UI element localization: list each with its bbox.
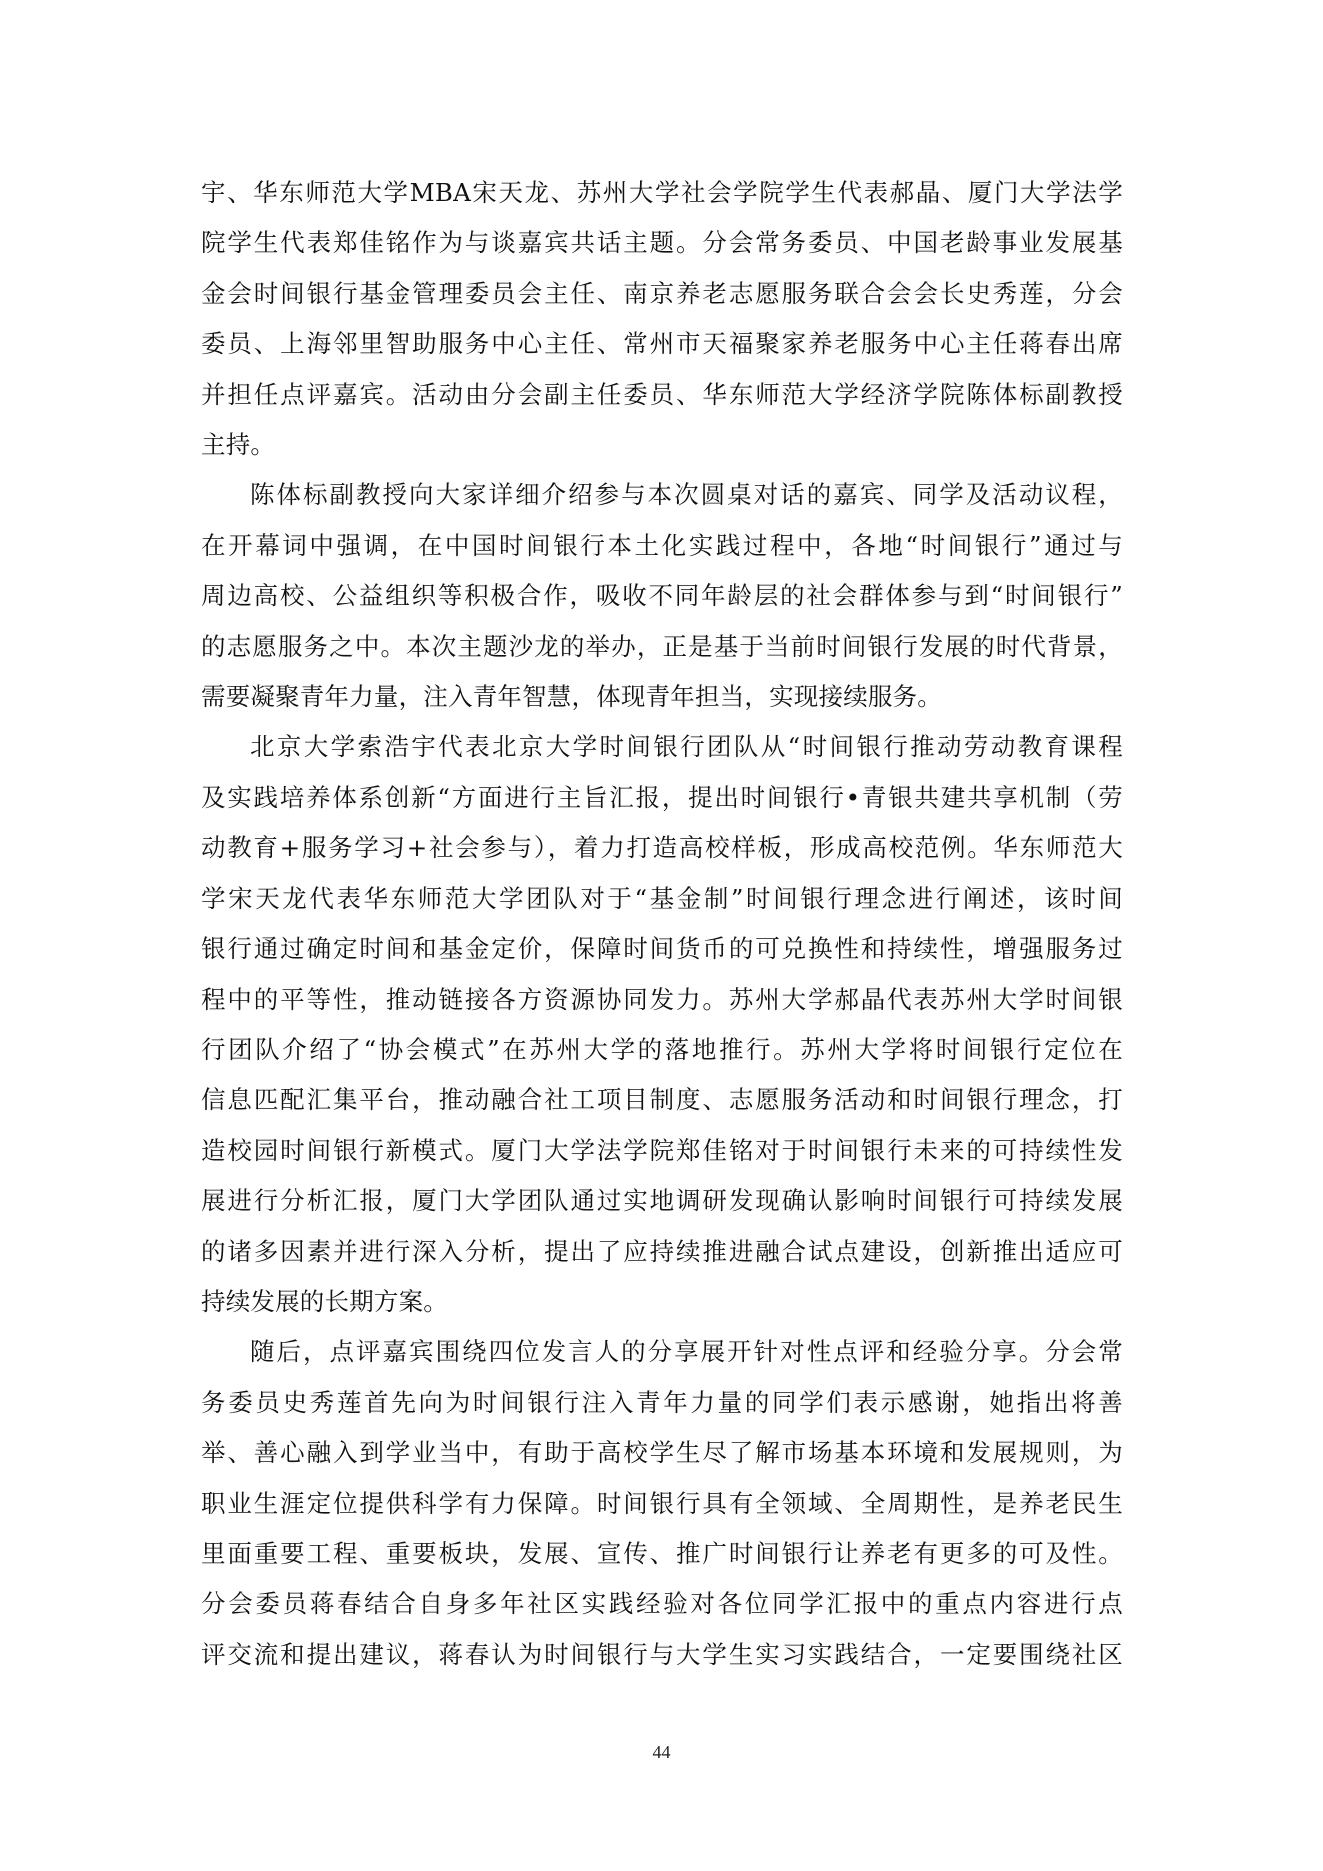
text-line: 委员、上海邻里智助服务中心主任、常州市天福聚家养老服务中心主任蒋春出席 (201, 329, 1123, 359)
text-line: 需要凝聚青年力量，注入青年智慧，体现青年担当，实现接续服务。 (201, 682, 942, 712)
paragraph (201, 470, 1123, 722)
text-line: 银行通过确定时间和基金定价，保障时间货币的可兑换性和持续性，增强服务过 (201, 934, 1123, 964)
body-text (201, 168, 1123, 1680)
paragraph (201, 1327, 1123, 1680)
text-line: 周边高校、公益组织等积极合作，吸收不同年龄层的社会群体参与到“时间银行” (201, 581, 1123, 611)
text-line: 分会委员蒋春结合自身多年社区实践经验对各位同学汇报中的重点内容进行点 (201, 1589, 1123, 1619)
text-line: 及实践培养体系创新“方面进行主旨汇报，提出时间银行•青银共建共享机制（劳 (201, 782, 1123, 812)
text-line: 里面重要工程、重要板块，发展、宣传、推广时间银行让养老有更多的可及性。 (201, 1538, 1123, 1568)
text-line: 金会时间银行基金管理委员会主任、南京养老志愿服务联合会会长史秀莲，分会 (201, 278, 1123, 308)
text-line: 随后，点评嘉宾围绕四位发言人的分享展开针对性点评和经验分享。分会常 (250, 1337, 1123, 1367)
text-line: 陈体标副教授向大家详细介绍参与本次圆桌对话的嘉宾、同学及活动议程， (250, 480, 1123, 510)
paragraph (201, 722, 1123, 1327)
text-line: 动教育+服务学习+社会参与），着力打造高校样板，形成高校范例。华东师范大 (201, 833, 1123, 863)
text-line: 并担任点评嘉宾。活动由分会副主任委员、华东师范大学经济学院陈体标副教授 (201, 379, 1123, 409)
text-line: 评交流和提出建议，蒋春认为时间银行与大学生实习实践结合，一定要围绕社区 (201, 1639, 1123, 1669)
text-line: 院学生代表郑佳铭作为与谈嘉宾共话主题。分会常务委员、中国老龄事业发展基 (201, 228, 1123, 258)
text-line: 主持。 (201, 430, 276, 460)
page-number: 44 (652, 1742, 671, 1762)
text-line: 举、善心融入到学业当中，有助于高校学生尽了解市场基本环境和发展规则，为 (201, 1438, 1123, 1468)
text-line: 北京大学索浩宇代表北京大学时间银行团队从“时间银行推动劳动教育课程 (250, 732, 1123, 762)
text-line: 在开幕词中强调，在中国时间银行本土化实践过程中，各地“时间银行”通过与 (201, 530, 1123, 560)
text-line: 信息匹配汇集平台，推动融合社工项目制度、志愿服务活动和时间银行理念，打 (201, 1085, 1123, 1115)
text-line: 的志愿服务之中。本次主题沙龙的举办，正是基于当前时间银行发展的时代背景， (201, 631, 1123, 661)
text-line: 展进行分析汇报，厦门大学团队通过实地调研发现确认影响时间银行可持续发展 (201, 1186, 1123, 1216)
text-line: 造校园时间银行新模式。厦门大学法学院郑佳铭对于时间银行未来的可持续性发 (201, 1135, 1123, 1165)
text-line: 宇、华东师范大学MBA宋天龙、苏州大学社会学院学生代表郝晶、厦门大学法学 (201, 178, 1123, 207)
text-line: 程中的平等性，推动链接各方资源协同发力。苏州大学郝晶代表苏州大学时间银 (201, 984, 1123, 1014)
text-line: 务委员史秀莲首先向为时间银行注入青年力量的同学们表示感谢，她指出将善 (201, 1387, 1123, 1417)
text-line: 职业生涯定位提供科学有力保障。时间银行具有全领域、全周期性，是养老民生 (201, 1488, 1123, 1518)
text-line: 行团队介绍了“协会模式”在苏州大学的落地推行。苏州大学将时间银行定位在 (201, 1034, 1123, 1064)
text-line: 的诸多因素并进行深入分析，提出了应持续推进融合试点建设，创新推出适应可 (201, 1236, 1123, 1266)
paragraph (201, 168, 1123, 470)
text-line: 学宋天龙代表华东师范大学团队对于“基金制”时间银行理念进行阐述，该时间 (201, 883, 1123, 913)
text-line: 持续发展的长期方案。 (201, 1286, 448, 1316)
